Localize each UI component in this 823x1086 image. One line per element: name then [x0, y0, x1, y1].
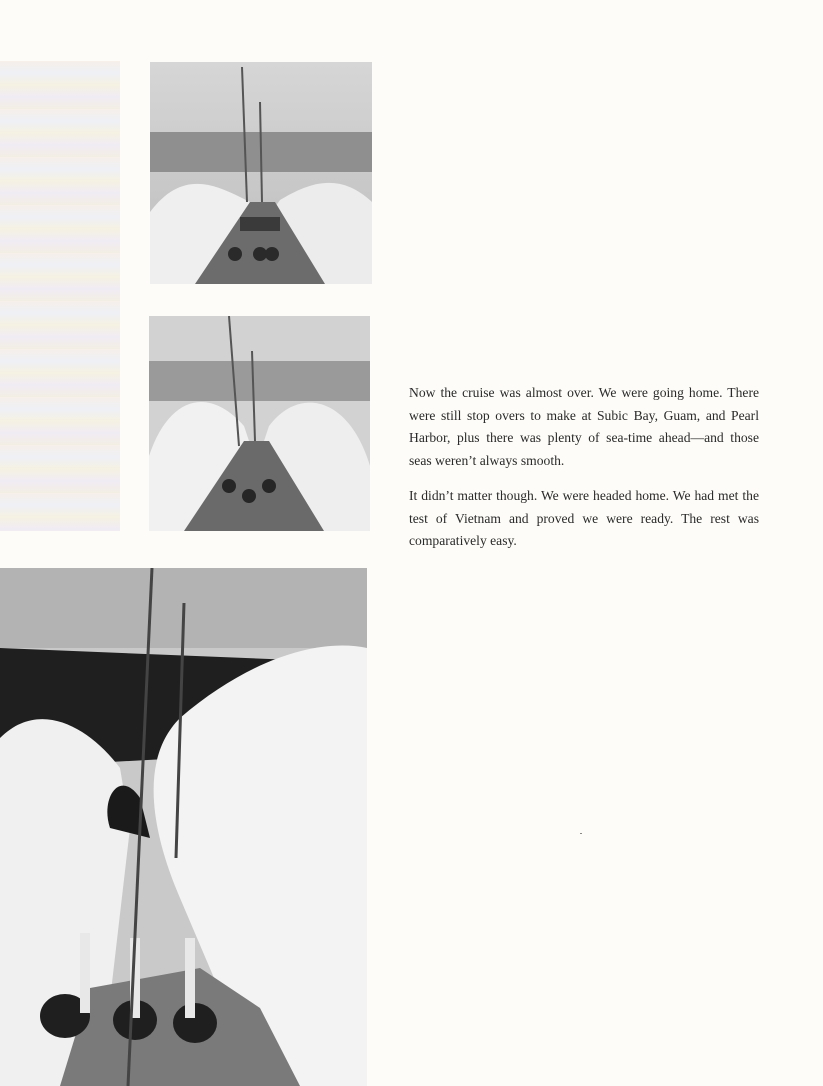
- ship-bow-photo-top: [150, 62, 372, 284]
- paragraph-1: Now the cruise was almost over. We were going home. There were still stop overs to make at Subic Bay, Guam, and Pearl Harbor, plus there was plenty of sea-time ahead—and those seas weren’t always smooth.: [409, 385, 759, 468]
- paragraph-2: It didn’t matter though. We were headed home. We had met the test of Vietnam and proved we were ready. The rest was comparatively easy.: [409, 488, 759, 548]
- color-strip: [0, 61, 120, 531]
- print-speck: [580, 833, 582, 834]
- ship-bow-photo-large: [0, 568, 367, 1086]
- ship-bow-photo-middle-image: [149, 316, 370, 531]
- text-block: [409, 382, 759, 566]
- ship-bow-photo-large-image: [0, 568, 367, 1086]
- ship-bow-photo-top-image: [150, 62, 372, 284]
- ship-bow-photo-middle: [149, 316, 370, 531]
